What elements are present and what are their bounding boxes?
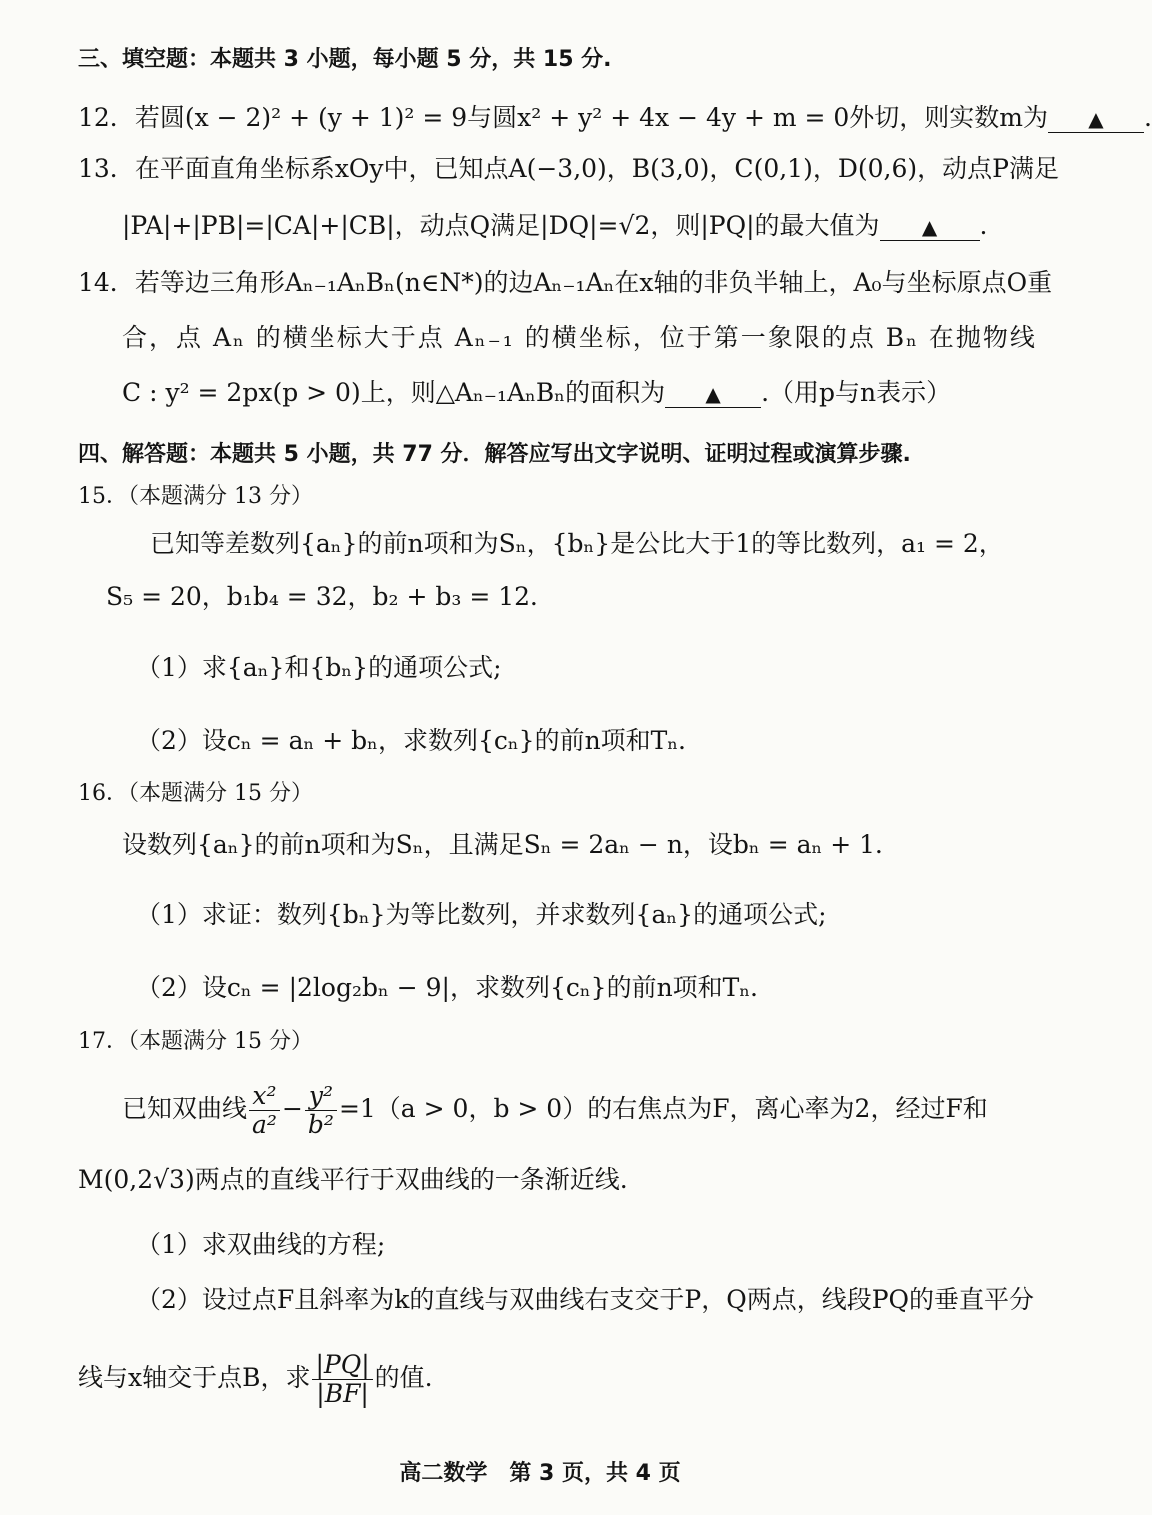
q14-text-line3b: .（用p与n表示） — [761, 378, 952, 407]
q14-answer-blank: ▲ — [665, 381, 761, 408]
q14-number: 14． — [78, 268, 135, 297]
q13-answer-blank: ▲ — [880, 214, 980, 241]
q15-line2: S₅ = 20，b₁b₄ = 32，b₂ + b₃ = 12． — [106, 582, 556, 611]
q13-text-line2: |PA|+|PB|=|CA|+|CB|，动点Q满足|DQ|=√2，则|PQ|的最大值为 — [122, 211, 880, 240]
page-footer: 高二数学 第 3 页，共 4 页 — [399, 1461, 681, 1486]
q14-text-line2: 合，点 Aₙ 的横坐标大于点 Aₙ₋₁ 的横坐标，位于第一象限的点 Bₙ 在抛物线 — [122, 323, 1037, 352]
q14-text-line3a: C : y² = 2px(p > 0)上，则△Aₙ₋₁AₙBₙ的面积为 — [122, 378, 666, 407]
q17-line1 — [122, 1076, 988, 1142]
section4-heading: 四、解答题：本题共 5 小题，共 77 分．解答应写出文字说明、证明过程或演算步骤. — [78, 442, 911, 467]
section3-heading: 三、填空题：本题共 3 小题，每小题 5 分，共 15 分. — [78, 47, 612, 72]
q15-part2: （2）设cₙ = aₙ + bₙ，求数列{cₙ}的前n项和Tₙ． — [136, 726, 704, 755]
frac2-numerator: y² — [305, 1082, 337, 1111]
q17-part2: （2）设过点F且斜率为k的直线与双曲线右支交于P，Q两点，线段PQ的垂直平分 — [136, 1285, 1035, 1314]
q17-header: 17．（本题满分 15 分） — [78, 1029, 313, 1054]
q12-number: 12． — [78, 103, 135, 132]
frac3-denominator: |BF| — [316, 1379, 369, 1408]
q12-answer-blank: ▲ — [1048, 106, 1144, 133]
q17-line1-pre: 已知双曲线 — [122, 1094, 248, 1123]
q12-end: . — [1144, 103, 1152, 132]
question-14-line1 — [78, 266, 1052, 300]
ratio-fraction — [312, 1351, 372, 1408]
q15-line1: 已知等差数列{aₙ}的前n项和为Sₙ，{bₙ}是公比大于1的等比数列，a₁ = 2， — [150, 529, 1004, 558]
q12-text: 若圆(x − 2)² + (y + 1)² = 9与圆x² + y² + 4x − 4y + m = 0外切，则实数m为 — [134, 103, 1048, 132]
q17-part2b-pre: 线与x轴交于点B，求 — [78, 1363, 311, 1392]
q17-part2b-post: 的值. — [374, 1363, 433, 1392]
frac1-denominator: a² — [252, 1110, 277, 1139]
q16-header: 16．（本题满分 15 分） — [78, 781, 313, 806]
q17-line2: M(0,2√3)两点的直线平行于双曲线的一条渐近线. — [78, 1165, 628, 1194]
q16-part1: （1）求证：数列{bₙ}为等比数列，并求数列{aₙ}的通项公式; — [136, 900, 827, 929]
q17-minus: − — [281, 1094, 303, 1123]
q13-text-line1: 在平面直角坐标系xOy中，已知点A(−3,0)，B(3,0)，C(0,1)，D(0,6)，动点P满足 — [134, 154, 1059, 183]
q16-line1: 设数列{aₙ}的前n项和为Sₙ，且满足Sₙ = 2aₙ − n，设bₙ = aₙ + 1． — [122, 830, 901, 859]
hyperbola-fraction-x — [249, 1082, 280, 1139]
question-14-line3 — [122, 376, 951, 410]
q15-header: 15．（本题满分 13 分） — [78, 484, 313, 509]
q14-text-line1: 若等边三角形Aₙ₋₁AₙBₙ(n∈N*)的边Aₙ₋₁Aₙ在x轴的非负半轴上，A₀与坐标原点O重 — [134, 268, 1053, 297]
question-12 — [78, 101, 1152, 135]
q17-line1-post: =1（a > 0，b > 0）的右焦点为F，离心率为2，经过F和 — [338, 1094, 988, 1123]
question-14-line2 — [122, 321, 1037, 355]
question-13-line2 — [122, 209, 987, 243]
q13-number: 13． — [78, 154, 135, 183]
frac2-denominator: b² — [307, 1110, 334, 1139]
q17-part1: （1）求双曲线的方程; — [136, 1230, 386, 1259]
frac3-numerator: |PQ| — [312, 1351, 372, 1380]
question-13-line1 — [78, 152, 1059, 186]
q16-part2: （2）设cₙ = |2log₂bₙ − 9|，求数列{cₙ}的前n项和Tₙ． — [136, 973, 776, 1002]
q17-part2-line2 — [78, 1345, 433, 1411]
q15-part1: （1）求{aₙ}和{bₙ}的通项公式; — [136, 653, 502, 682]
q13-end: . — [979, 211, 988, 240]
frac1-numerator: x² — [249, 1082, 280, 1111]
hyperbola-fraction-y — [305, 1082, 337, 1139]
